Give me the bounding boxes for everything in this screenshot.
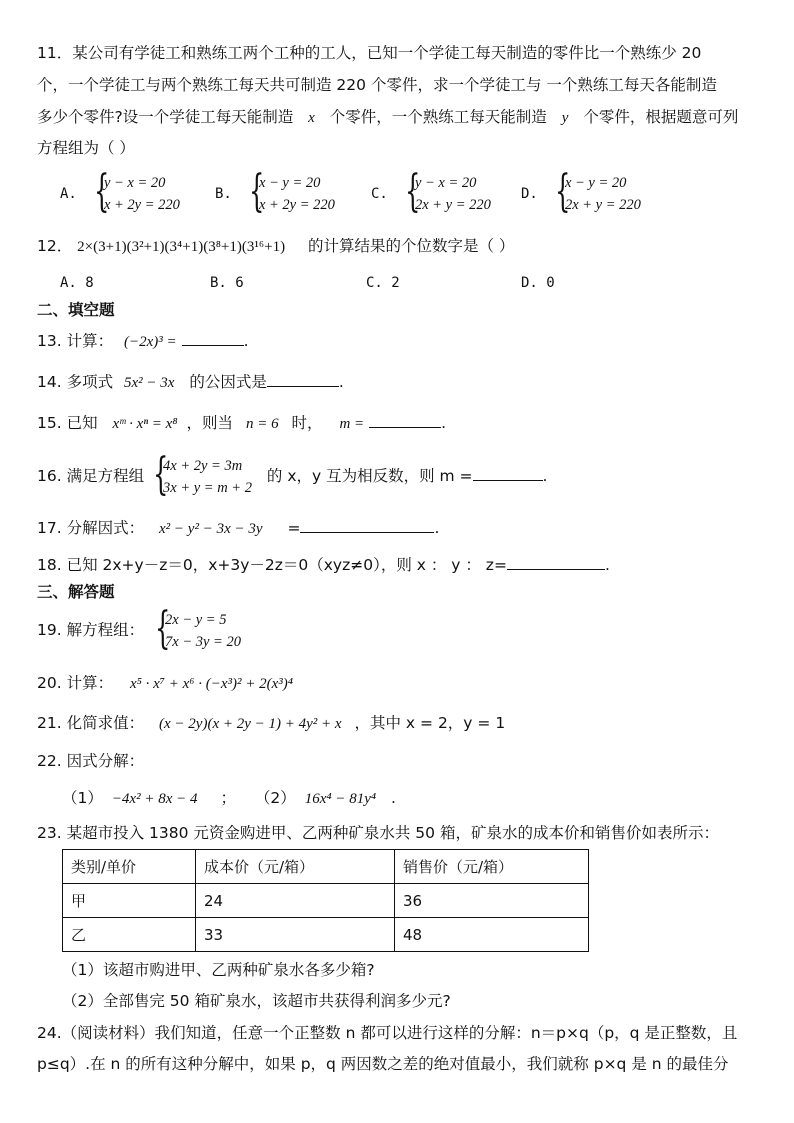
q11-option-a <box>60 166 180 217</box>
q15-expression: xᵐ · xⁿ = x⁸ <box>112 416 178 432</box>
table-header-cell: 成本价（元/箱） <box>196 850 395 884</box>
q16-equation-system <box>153 448 252 500</box>
q20-line <box>37 673 293 694</box>
q14-answer-blank[interactable] <box>267 372 339 387</box>
brace-icon: { <box>153 448 169 500</box>
q16-label: 16. 满足方程组 <box>37 467 145 485</box>
price-table <box>62 849 589 952</box>
q15-line <box>37 413 446 434</box>
q18-line <box>37 555 610 575</box>
q20-label: 20. 计算： <box>37 674 114 692</box>
equation-row: 2x − y = 5 <box>165 611 227 628</box>
table-row <box>63 884 589 918</box>
q12-option-a: A. 8 <box>60 275 94 291</box>
q11-line4: 方程组为（ ） <box>37 139 135 157</box>
q13-expression: (−2x)³ = <box>124 334 177 350</box>
option-label: D. <box>521 186 538 202</box>
q19-equation-system <box>155 602 241 654</box>
q11-line3-c: 个零件，根据题意可列 <box>583 108 739 126</box>
q19-line <box>37 602 241 654</box>
brace-icon: { <box>93 166 110 217</box>
table-cell: 乙 <box>63 918 196 952</box>
q24-line1: 24.（阅读材料）我们知道，任意一个正整数 n 都可以进行这样的分解：n＝p×q（p，q 是正整数，且 <box>37 1024 738 1042</box>
q21-text: ，其中 x = 2，y = 1 <box>354 714 506 732</box>
brace-icon: { <box>155 602 171 654</box>
table-header-cell: 类别/单价 <box>63 850 196 884</box>
table-header-row <box>63 850 589 884</box>
q11-option-b <box>215 166 335 217</box>
equation-row: x + 2y = 220 <box>258 197 335 213</box>
equation-row: 2x + y = 220 <box>414 197 491 213</box>
brace-icon: { <box>404 166 421 217</box>
q12-line <box>37 236 514 257</box>
equation-system <box>404 166 491 217</box>
q11-option-d <box>521 166 641 217</box>
q11-line1: 11．某公司有学徒工和熟练工两个工种的工人，已知一个学徒工每天制造的零件比一个熟练少 20 <box>37 44 702 62</box>
q16-line <box>37 448 548 500</box>
table-cell: 33 <box>196 918 395 952</box>
option-label: A. <box>60 186 77 202</box>
q23-sub2: （2）全部售完 50 箱矿泉水，该超市共获得利润多少元? <box>62 992 451 1010</box>
q15-text-2: 时， <box>291 414 323 432</box>
q22-parts <box>62 788 396 809</box>
equation-row: 4x + 2y = 3m <box>163 457 243 474</box>
q15-answer-blank[interactable] <box>369 413 441 428</box>
q13-line <box>37 331 249 352</box>
q20-expression: x⁵ · x⁷ + x⁶ · (−x³)² + 2(x³)⁴ <box>130 676 294 692</box>
period: . <box>338 373 344 391</box>
q22-part1-label: （1） <box>62 789 103 807</box>
q11-var-y: y <box>561 110 569 126</box>
period: . <box>434 519 440 537</box>
q22-part2-label: （2） <box>254 789 296 807</box>
q15-label: 15. 已知 <box>37 414 98 432</box>
q22-line: 22. 因式分解： <box>37 752 145 770</box>
q19-label: 19. 解方程组： <box>37 621 145 639</box>
q12-number: 12． <box>37 237 73 255</box>
q13-label: 13. 计算： <box>37 332 114 350</box>
option-label: B. <box>215 186 232 202</box>
q24-line2: p≤q）.在 n 的所有这种分解中，如果 p，q 两因数之差的绝对值最小，我们就称 p×q 是 n 的最佳分 <box>37 1055 729 1073</box>
q17-label: 17. 分解因式： <box>37 519 145 537</box>
q14-line <box>37 372 344 393</box>
table-cell: 甲 <box>63 884 196 918</box>
q15-m: m = <box>339 416 365 432</box>
brace-icon: { <box>554 166 571 217</box>
q12-text: 的计算结果的个位数字是（ ） <box>308 237 515 255</box>
q15-n: n = 6 <box>245 416 279 432</box>
table-cell: 36 <box>395 884 589 918</box>
q16-text: 的 x，y 互为相反数，则 m = <box>266 467 473 485</box>
q21-label: 21. 化简求值： <box>37 714 145 732</box>
q14-expression: 5x² − 3x <box>124 375 175 391</box>
equation-row: y − x = 20 <box>103 175 166 191</box>
q22-separator: ； <box>220 789 236 807</box>
table-cell: 48 <box>395 918 589 952</box>
q21-expression: (x − 2y)(x + 2y − 1) + 4y² + x <box>159 716 342 732</box>
q21-line <box>37 713 505 734</box>
q18-answer-blank[interactable] <box>507 555 605 570</box>
q17-answer-blank[interactable] <box>300 518 434 533</box>
table-row <box>63 918 589 952</box>
q11-line3 <box>37 107 738 128</box>
period: . <box>441 414 447 432</box>
q17-equals: = <box>287 519 301 537</box>
period: . <box>243 332 249 350</box>
q14-text: 的公因式是 <box>189 373 267 391</box>
q22-part2-expression: 16x⁴ − 81y⁴ <box>304 791 377 807</box>
q23-sub1: （1）该超市购进甲、乙两种矿泉水各多少箱? <box>62 961 375 979</box>
q12-expression: 2×(3+1)(3²+1)(3⁴+1)(3⁸+1)(3¹⁶+1) <box>77 239 286 255</box>
period: . <box>391 789 396 807</box>
q12-option-d: D. 0 <box>521 275 555 291</box>
period: . <box>604 556 610 574</box>
q11-line3-a: 多少个零件?设一个学徒工每天能制造 <box>37 108 294 126</box>
section-heading-fill-blank: 二、填空题 <box>37 301 115 319</box>
q11-option-c <box>371 166 491 217</box>
equation-row: x − y = 20 <box>564 175 627 191</box>
equation-system <box>93 166 180 217</box>
section-heading-answer: 三、解答题 <box>37 583 115 601</box>
q16-answer-blank[interactable] <box>473 466 543 481</box>
period: . <box>542 467 548 485</box>
option-label: C. <box>371 186 388 202</box>
table-cell: 24 <box>196 884 395 918</box>
equation-row: 3x + y = m + 2 <box>163 479 252 496</box>
q11-line2: 个，一个学徒工与两个熟练工每天共可制造 220 个零件，求一个学徒工与 一个熟练工每天各能制造 <box>37 76 717 94</box>
q22-part1-expression: −4x² + 8x − 4 <box>111 791 198 807</box>
equation-row: x − y = 20 <box>258 175 321 191</box>
equation-row: y − x = 20 <box>414 175 477 191</box>
q14-label: 14. 多项式 <box>37 373 114 391</box>
q17-line <box>37 518 439 539</box>
equation-row: 2x + y = 220 <box>564 197 641 213</box>
q12-option-b: B. 6 <box>210 275 244 291</box>
equation-row: 7x − 3y = 20 <box>165 633 241 650</box>
q18-text: 18. 已知 2x+y－z＝0，x+3y－2z＝0（xyz≠0），则 x ： y ： z= <box>37 556 507 574</box>
q17-expression: x² − y² − 3x − 3y <box>159 521 263 537</box>
q11-var-x: x <box>308 110 315 126</box>
equation-system <box>554 166 641 217</box>
q13-answer-blank[interactable] <box>182 331 244 346</box>
q12-option-c: C. 2 <box>366 275 400 291</box>
q15-text: ，则当 <box>186 414 234 432</box>
equation-row: x + 2y = 220 <box>103 197 180 213</box>
q23-line: 23. 某超市投入 1380 元资金购进甲、乙两种矿泉水共 50 箱，矿泉水的成本价和销售价如表所示： <box>37 824 719 842</box>
brace-icon: { <box>248 166 265 217</box>
equation-system <box>248 166 335 217</box>
q11-line3-b: 个零件，一个熟练工每天能制造 <box>329 108 547 126</box>
table-header-cell: 销售价（元/箱） <box>395 850 589 884</box>
